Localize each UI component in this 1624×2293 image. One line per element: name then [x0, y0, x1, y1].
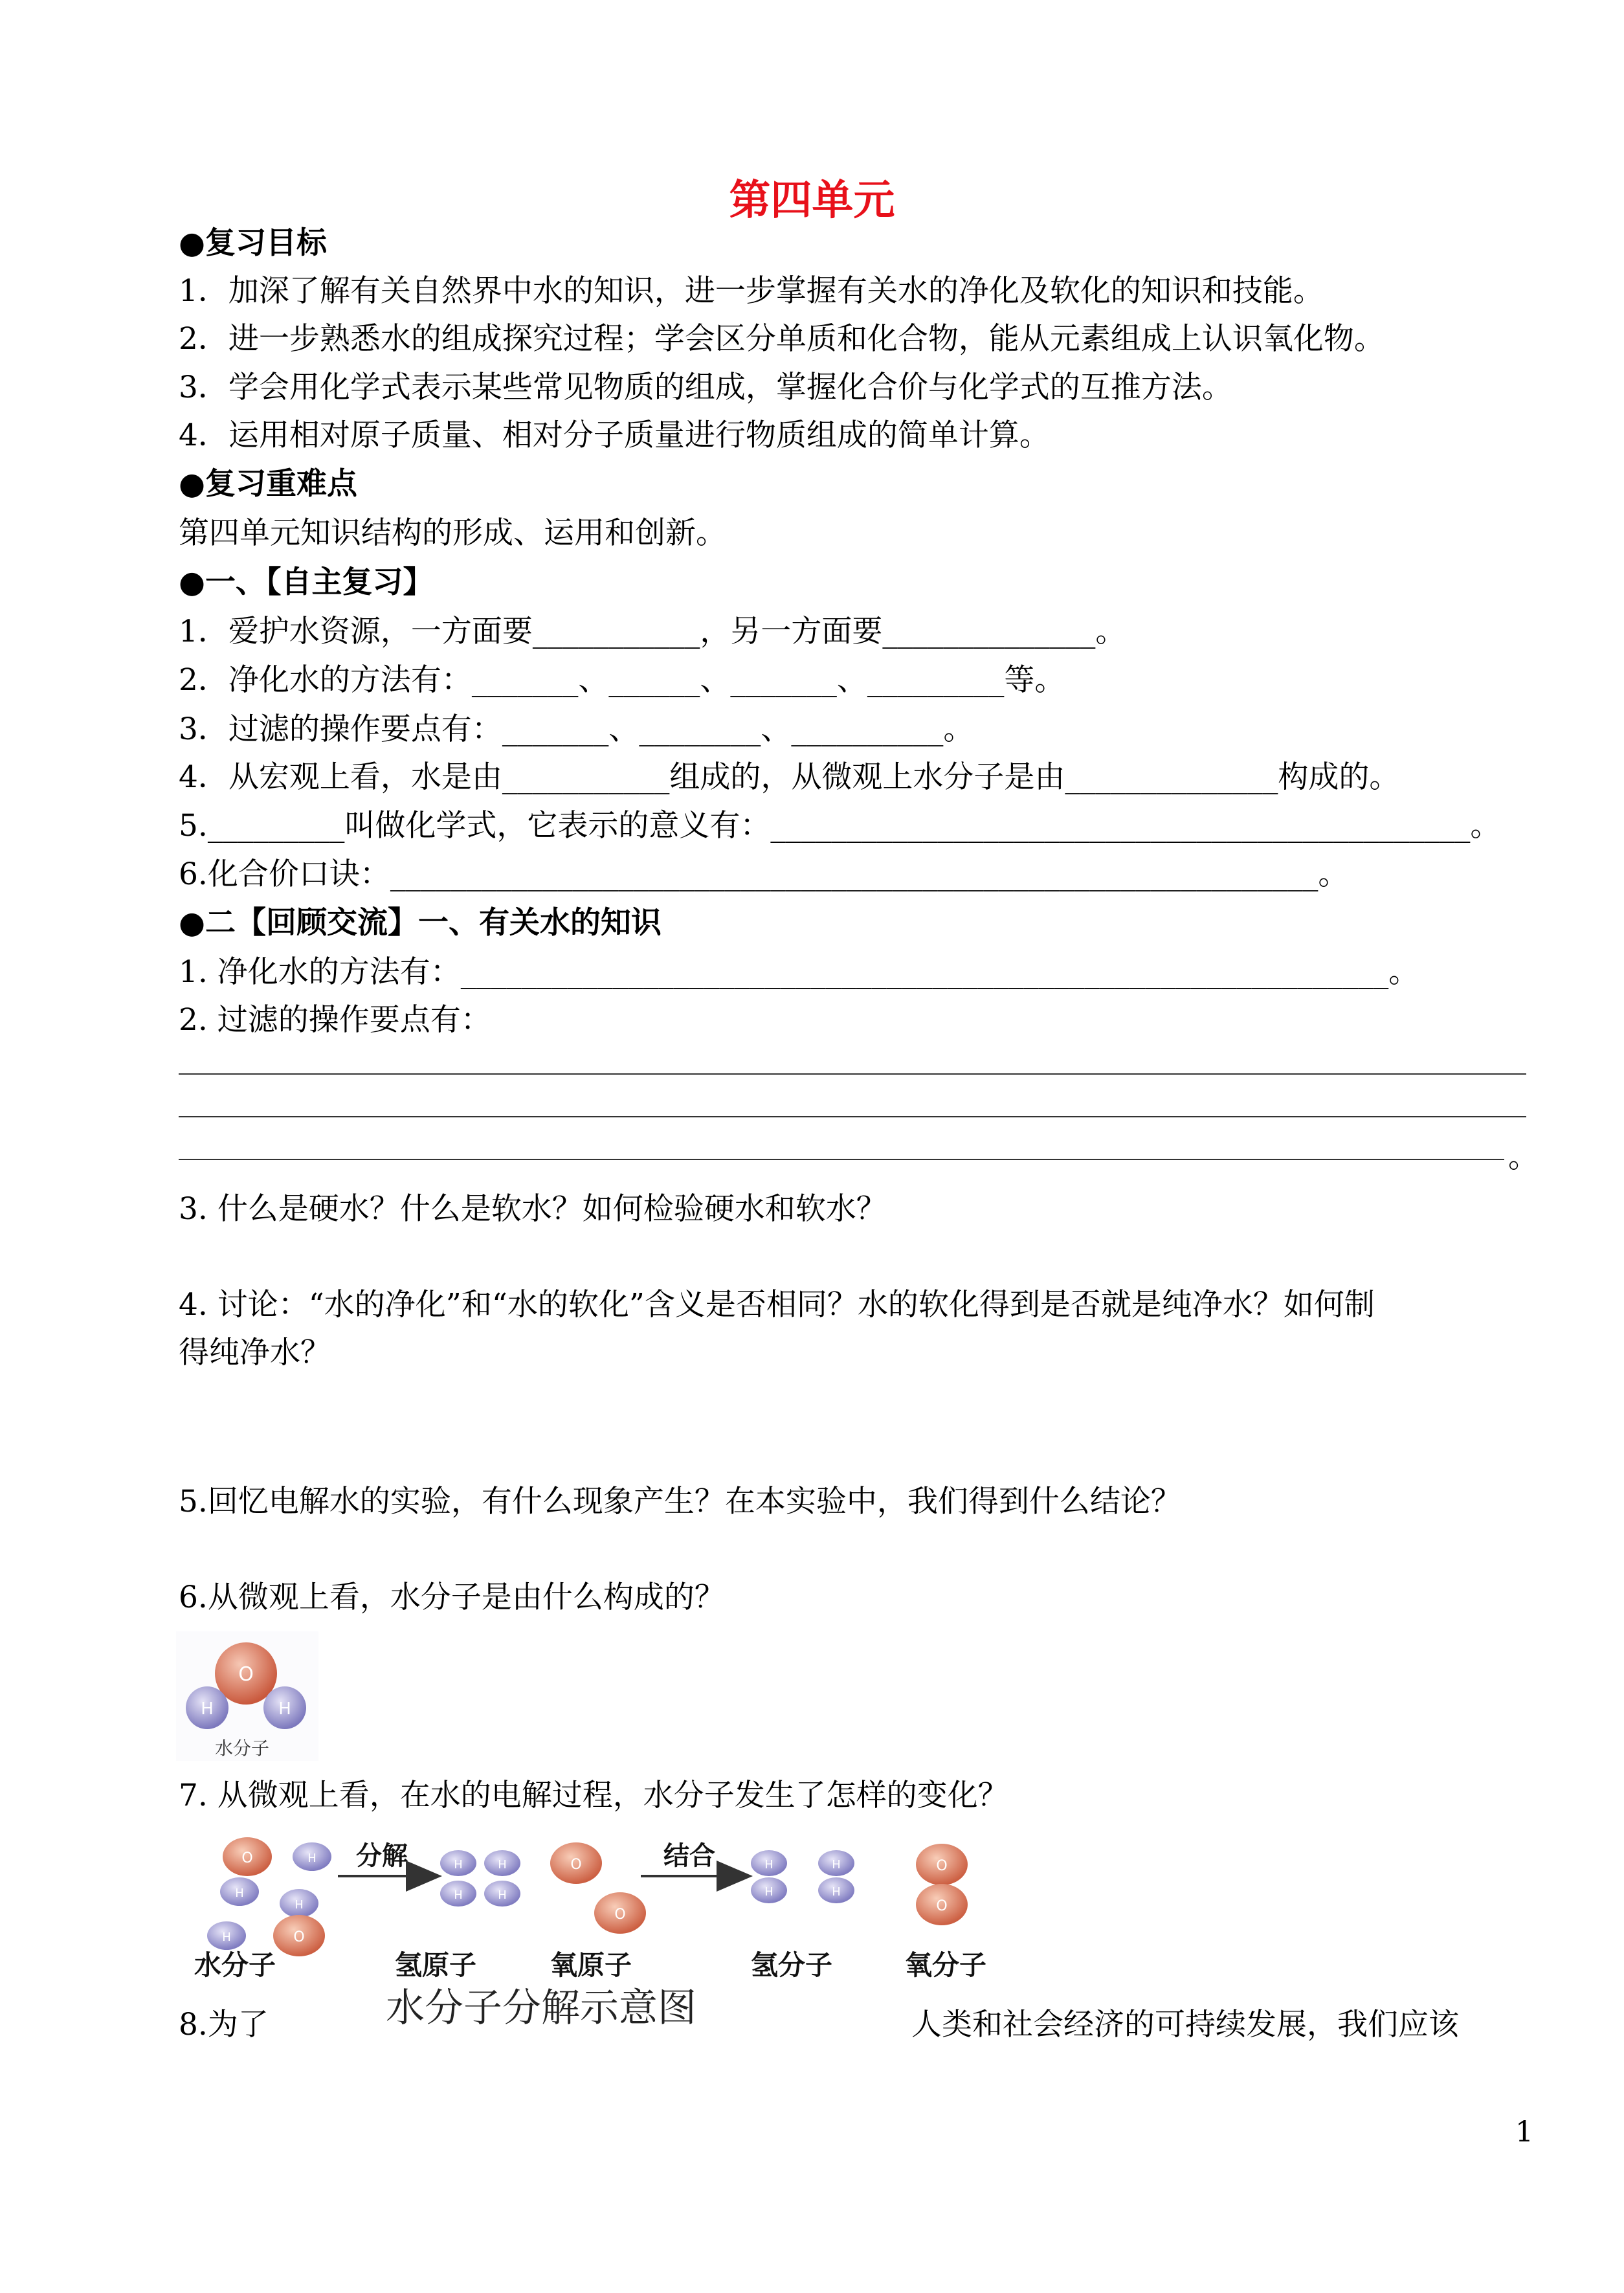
svg-text:H: H — [235, 1886, 244, 1900]
exchange-question-8-start: 8.为了 — [179, 2007, 269, 2042]
water-molecule-figure — [176, 1631, 318, 1761]
self-review-item: 6.化合价口诀：_____________________________________________________________。 — [179, 856, 1349, 892]
svg-text:H: H — [454, 1888, 463, 1902]
hydrogen-molecules-group — [751, 1850, 854, 1903]
hydrogen-atoms-group — [440, 1850, 520, 1907]
exchange-question-2: 2. 过滤的操作要点有： — [179, 1002, 491, 1038]
svg-text:H: H — [832, 1858, 841, 1872]
self-review-item: 5._________叫做化学式，它表示的意义有：______________________________________________。 — [179, 808, 1501, 844]
svg-text:H: H — [498, 1888, 507, 1902]
label-hydrogen-molecule: 氢分子 — [751, 1949, 833, 1981]
hydrogen-label: H — [201, 1699, 214, 1719]
goal-item: 1．加深了解有关自然界中水的知识，进一步掌握有关水的净化及软化的知识和技能。 — [179, 273, 1324, 309]
svg-text:H: H — [307, 1851, 317, 1865]
svg-text:O: O — [936, 1858, 948, 1874]
self-review-item: 4．从宏观上看，水是由___________组成的，从微观上水分子是由______________构成的。 — [179, 759, 1400, 795]
oxygen-label: O — [238, 1663, 254, 1686]
answer-line-end: 。 — [1508, 1139, 1539, 1175]
exchange-question-8-end: 人类和社会经济的可持续发展，我们应该 — [911, 2007, 1459, 2042]
svg-text:H: H — [295, 1898, 304, 1912]
label-hydrogen-atom: 氢原子 — [395, 1949, 477, 1981]
exchange-question-1: 1. 净化水的方法有：_____________________________________________________________。 — [179, 954, 1419, 990]
hydrogen-label: H — [278, 1699, 291, 1719]
label-water-molecule: 水分子 — [194, 1949, 276, 1981]
label-oxygen-molecule: 氧分子 — [905, 1949, 987, 1981]
decomposition-figure — [188, 1832, 1062, 1981]
goals-heading: ●复习目标 — [179, 225, 328, 261]
goal-item: 2．进一步熟悉水的组成探究过程；学会区分单质和化合物，能从元素组成上认识氧化物。 — [179, 321, 1385, 357]
page-number: 1 — [1515, 2116, 1533, 2149]
answer-line — [179, 1159, 1504, 1160]
svg-text:H: H — [832, 1885, 841, 1899]
svg-text:H: H — [764, 1858, 773, 1872]
difficulties-text: 第四单元知识结构的形成、运用和创新。 — [179, 515, 726, 551]
svg-text:H: H — [498, 1858, 507, 1872]
svg-text:O: O — [293, 1929, 305, 1945]
svg-text:O: O — [936, 1898, 948, 1914]
svg-text:H: H — [454, 1858, 463, 1872]
combine-label: 结合 — [663, 1841, 715, 1871]
goal-item: 4．运用相对原子质量、相对分子质量进行物质组成的简单计算。 — [179, 418, 1050, 453]
svg-text:H: H — [222, 1930, 231, 1944]
exchange-question-7: 7. 从微观上看，在水的电解过程，水分子发生了怎样的变化？ — [179, 1778, 1008, 1813]
svg-text:O: O — [241, 1850, 253, 1866]
exchange-question-3: 3. 什么是硬水？什么是软水？如何检验硬水和软水？ — [179, 1191, 887, 1227]
exchange-question-5: 5.回忆电解水的实验，有什么现象产生？在本实验中，我们得到什么结论？ — [179, 1484, 1181, 1519]
decomposition-caption: 水分子分解示意图 — [386, 1985, 696, 2031]
exchange-question-6: 6.从微观上看，水分子是由什么构成的？ — [179, 1580, 725, 1615]
label-oxygen-atom: 氧原子 — [550, 1949, 632, 1981]
oxygen-molecule-group — [916, 1844, 968, 1925]
svg-text:O: O — [614, 1907, 626, 1923]
self-review-item: 3．过滤的操作要点有：_______、________、__________。 — [179, 711, 974, 747]
decompose-label: 分解 — [356, 1841, 408, 1871]
oxygen-atoms-group — [550, 1842, 646, 1934]
exchange-question-4-cont: 得纯净水？ — [179, 1335, 331, 1370]
svg-text:H: H — [764, 1885, 773, 1899]
exchange-question-4: 4. 讨论：“水的净化”和“水的软化”含义是否相同？水的软化得到是否就是纯净水？如何制 — [179, 1287, 1375, 1323]
exchange-heading: ●二【回顾交流】一、有关水的知识 — [179, 905, 662, 941]
answer-line — [179, 1073, 1526, 1075]
answer-line — [179, 1116, 1526, 1117]
goal-item: 3．学会用化学式表示某些常见物质的组成，掌握化合价与化学式的互推方法。 — [179, 370, 1232, 405]
self-review-heading: ●一、【自主复习】 — [179, 565, 434, 600]
difficulties-heading: ●复习重难点 — [179, 466, 358, 502]
svg-text:O: O — [570, 1857, 582, 1873]
molecule-caption: 水分子 — [215, 1738, 270, 1759]
self-review-item: 2．净化水的方法有：_______、______、_______、_________等。 — [179, 662, 1065, 698]
page-title: 第四单元 — [729, 176, 895, 225]
self-review-item: 1．爱护水资源，一方面要___________，另一方面要______________。 — [179, 614, 1126, 649]
water-molecule-group — [207, 1837, 331, 1956]
